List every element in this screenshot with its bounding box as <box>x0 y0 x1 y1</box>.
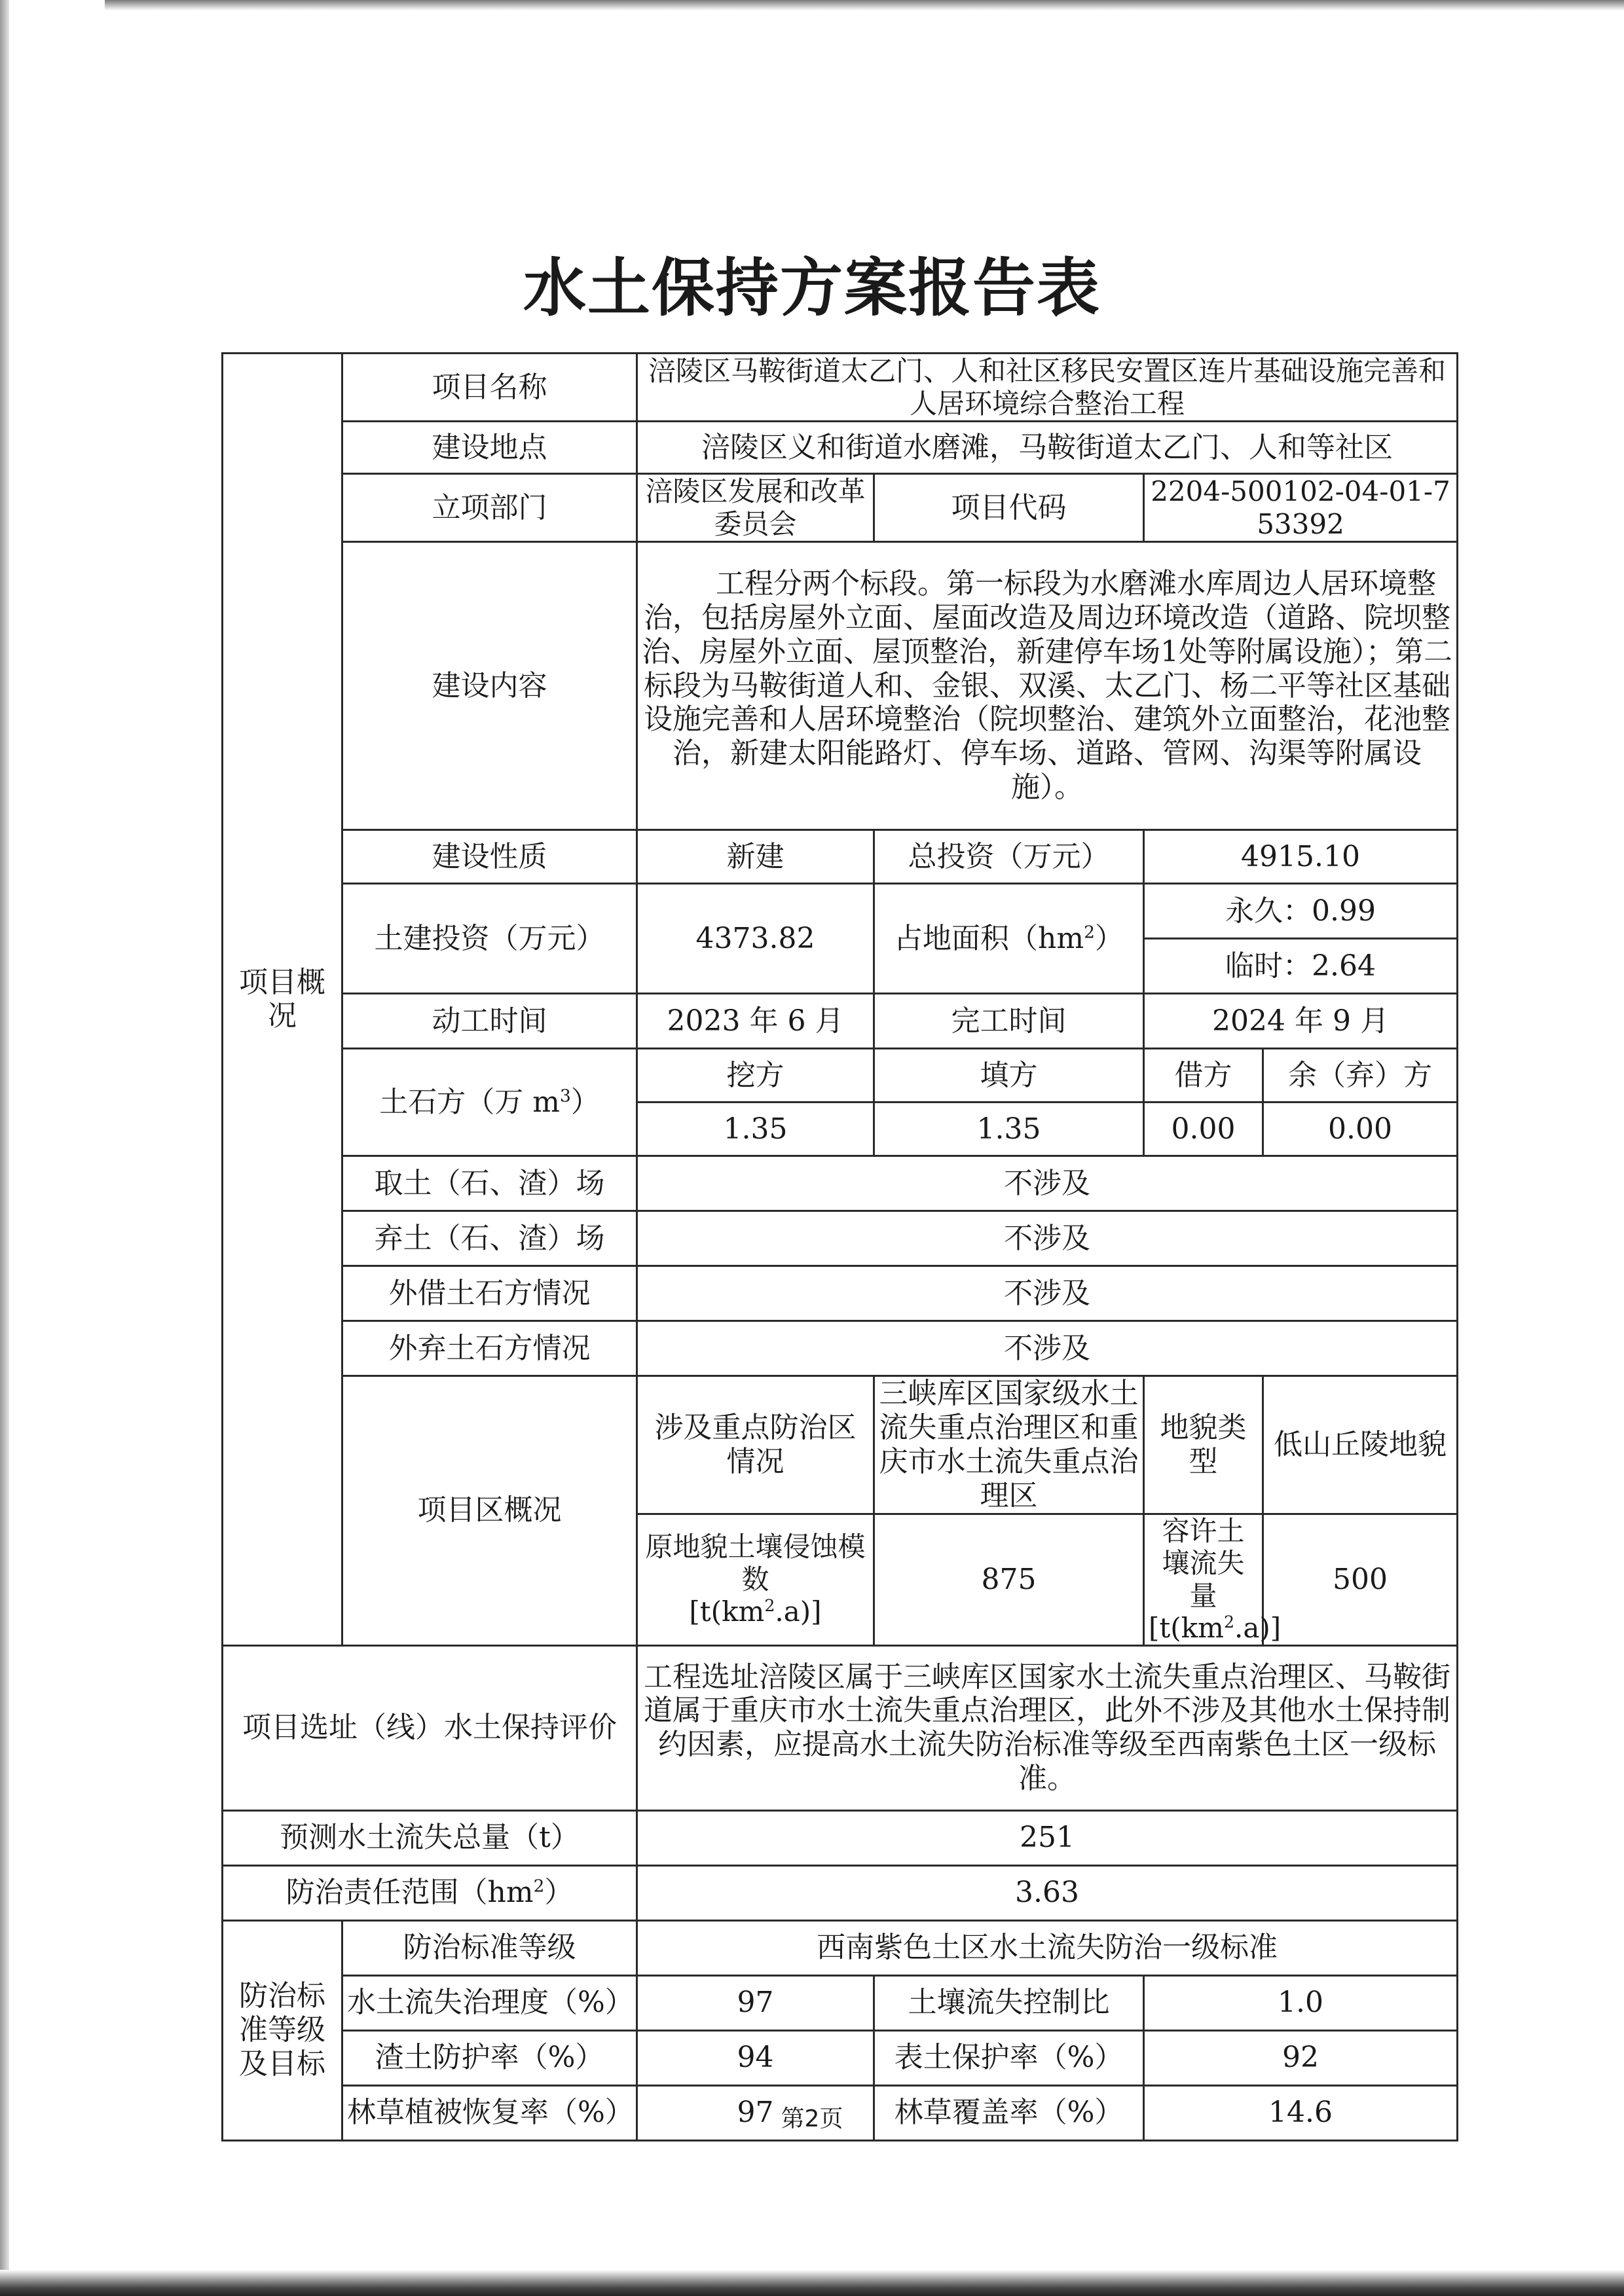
label-external-spoil: 外弃土石方情况 <box>342 1321 637 1376</box>
label-location: 建设地点 <box>342 422 637 474</box>
value-predicted-loss: 251 <box>637 1810 1458 1865</box>
label-project-code: 项目代码 <box>874 474 1144 542</box>
label-external-borrow: 外借土石方情况 <box>342 1266 637 1321</box>
value-slag-protection: 94 <box>637 2030 874 2085</box>
label-earthwork: 土石方（万 $m^3$） <box>342 1049 637 1156</box>
scan-top-shadow <box>105 0 1624 10</box>
value-borrow-site: 不涉及 <box>637 1156 1458 1211</box>
value-siting-evaluation: 工程选址涪陵区属于三峡库区国家水土流失重点治理区、马鞍街道属于重庆市水土流失重点治理区，此外不涉及其他水土保持制约因素，应提高水土流失防治标准等级至西南紫色土区一级标准。 <box>637 1645 1458 1810</box>
value-key-zone: 三峡库区国家级水土流失重点治理区和重庆市水土流失重点治理区 <box>874 1376 1144 1514</box>
value-end-date: 2024 年 9 月 <box>1144 994 1458 1049</box>
value-civil-investment: 4373.82 <box>637 884 874 994</box>
value-temporary-area: 临时：2.64 <box>1144 939 1458 994</box>
value-waste: 0.00 <box>1263 1102 1458 1156</box>
table-row <box>223 1156 1458 1211</box>
section-label-area: 项目区概况 <box>342 1376 637 1646</box>
value-fill: 1.35 <box>874 1102 1144 1156</box>
value-topsoil-protection: 92 <box>1144 2030 1458 2085</box>
label-loss-control-ratio: 土壤流失控制比 <box>874 1975 1144 2030</box>
value-location: 涪陵区义和街道水磨滩，马鞍街道太乙门、人和等社区 <box>637 422 1458 474</box>
label-siting-evaluation: 项目选址（线）水土保持评价 <box>223 1645 637 1810</box>
label-land-area: 占地面积$(hm^2)$ <box>874 884 1144 994</box>
table-row <box>223 1810 1458 1865</box>
header-cut: 挖方 <box>637 1049 874 1102</box>
label-vegetation-coverage: 林草覆盖率（%） <box>874 2085 1144 2140</box>
label-total-investment: 总投资（万元） <box>874 830 1144 884</box>
table-row <box>223 542 1458 830</box>
label-erosion-modulus: 原地貌土壤侵蚀模数 $[t(km^2.a)]$ <box>637 1514 874 1645</box>
value-erosion-modulus: 875 <box>874 1514 1144 1645</box>
table-row <box>223 1865 1458 1920</box>
value-spoil-site: 不涉及 <box>637 1211 1458 1266</box>
table-row <box>223 1376 1458 1514</box>
value-standard-level: 西南紫色土区水土流失防治一级标准 <box>637 1920 1458 1975</box>
table-row <box>223 830 1458 884</box>
value-nature: 新建 <box>637 830 874 884</box>
table-row <box>223 354 1458 422</box>
label-end-date: 完工时间 <box>874 994 1144 1049</box>
table-row <box>223 1266 1458 1321</box>
value-approval-dept: 涪陵区发展和改革委员会 <box>637 474 874 542</box>
label-vegetation-recovery: 林草植被恢复率（%） <box>342 2085 637 2140</box>
label-start-date: 动工时间 <box>342 994 637 1049</box>
table-row <box>223 422 1458 474</box>
table-row <box>223 1211 1458 1266</box>
label-predicted-loss: 预测水土流失总量（t） <box>223 1810 637 1865</box>
value-control-degree: 97 <box>637 1975 874 2030</box>
header-waste: 余（弃）方 <box>1263 1049 1458 1102</box>
label-nature: 建设性质 <box>342 830 637 884</box>
value-external-spoil: 不涉及 <box>637 1321 1458 1376</box>
value-landform: 低山丘陵地貌 <box>1263 1376 1458 1514</box>
page-number: 第2页 <box>781 2105 843 2132</box>
value-responsibility-area: 3.63 <box>637 1865 1458 1920</box>
label-topsoil-protection: 表土保护率（%） <box>874 2030 1144 2085</box>
scan-bottom-shadow <box>0 2270 1624 2296</box>
value-start-date: 2023 年 6 月 <box>637 994 874 1049</box>
value-allowable-loss: 500 <box>1263 1514 1458 1645</box>
value-project-code: 2204-500102-04-01-753392 <box>1144 474 1458 542</box>
table-row <box>223 2030 1458 2085</box>
header-borrow: 借方 <box>1144 1049 1263 1102</box>
table-row <box>223 474 1458 542</box>
label-project-name: 项目名称 <box>342 354 637 422</box>
value-vegetation-coverage: 14.6 <box>1144 2085 1458 2140</box>
value-vegetation-recovery: 97 <box>637 2085 874 2140</box>
label-content: 建设内容 <box>342 542 637 830</box>
report-table <box>221 352 1458 2141</box>
value-content: 工程分两个标段。第一标段为水磨滩水库周边人居环境整治，包括房屋外立面、屋面改造及周边环境改造（道路、院坝整治、房屋外立面、屋顶整治，新建停车场1处等附属设施）；第二标段为马鞍街道人和、金银、双溪、太乙门、杨二平等社区基础设施完善和人居环境整治（院坝整治、建筑外立面整治，花池整治，新建太阳能路灯、停车场、道路、管网、沟渠等附属设施）。 <box>637 542 1458 830</box>
table-row <box>223 1645 1458 1810</box>
value-loss-control-ratio: 1.0 <box>1144 1975 1458 2030</box>
label-borrow-site: 取土（石、渣）场 <box>342 1156 637 1211</box>
label-responsibility-area: 防治责任范围$(hm^2)$ <box>223 1865 637 1920</box>
label-key-zone: 涉及重点防治区情况 <box>637 1376 874 1514</box>
table-row <box>223 884 1458 939</box>
section-label-overview: 项目概况 <box>223 354 342 1646</box>
section-label-standard: 防治标准等级及目标 <box>223 1920 342 2140</box>
binding-edge <box>0 0 9 2296</box>
label-slag-protection: 渣土防护率（%） <box>342 2030 637 2085</box>
value-permanent-area: 永久：0.99 <box>1144 884 1458 939</box>
table-row <box>223 1975 1458 2030</box>
value-external-borrow: 不涉及 <box>637 1266 1458 1321</box>
label-standard-level: 防治标准等级 <box>342 1920 637 1975</box>
label-spoil-site: 弃土（石、渣）场 <box>342 1211 637 1266</box>
label-civil-investment: 土建投资（万元） <box>342 884 637 994</box>
label-landform: 地貌类型 <box>1144 1376 1263 1514</box>
table-row <box>223 1049 1458 1102</box>
value-borrow: 0.00 <box>1144 1102 1263 1156</box>
label-approval-dept: 立项部门 <box>342 474 637 542</box>
value-total-investment: 4915.10 <box>1144 830 1458 884</box>
header-fill: 填方 <box>874 1049 1144 1102</box>
value-project-name: 涪陵区马鞍街道太乙门、人和社区移民安置区连片基础设施完善和人居环境综合整治工程 <box>637 354 1458 422</box>
label-control-degree: 水土流失治理度（%） <box>342 1975 637 2030</box>
table-row <box>223 1321 1458 1376</box>
table-row <box>223 994 1458 1049</box>
label-allowable-loss: 容许土壤流失量 $[t(km^2.a)]$ <box>1144 1514 1263 1645</box>
document-title: 水土保持方案报告表 <box>523 251 1101 325</box>
value-cut: 1.35 <box>637 1102 874 1156</box>
table-row <box>223 1920 1458 1975</box>
